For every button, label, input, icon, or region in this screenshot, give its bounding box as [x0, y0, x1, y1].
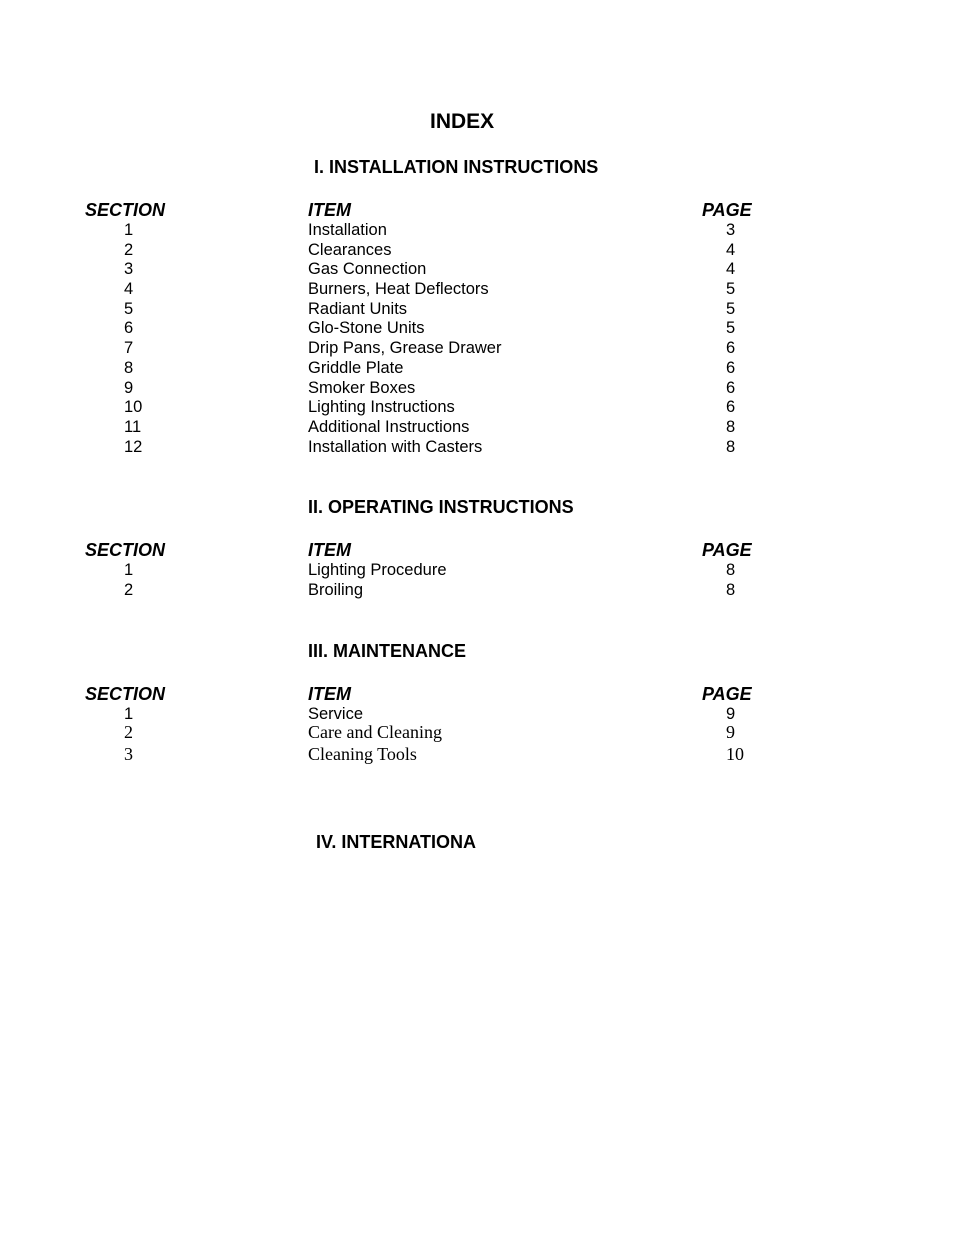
row-page-number: 6: [726, 359, 736, 377]
row-page-number: 5: [726, 280, 736, 298]
row-page-number: 3: [726, 221, 736, 239]
row-section-number: 2: [124, 722, 133, 742]
section-heading-maintenance: III. MAINTENANCE: [308, 641, 467, 661]
row-section-number: 10: [124, 398, 143, 416]
section-heading-international: IV. INTERNATIONA: [316, 832, 477, 852]
column-header-item: ITEM: [308, 540, 351, 560]
row-item-label: Glo-Stone Units: [308, 319, 425, 337]
row-section-number: 2: [124, 581, 134, 599]
row-page-number: 5: [726, 319, 736, 337]
row-section-number: 3: [124, 744, 133, 764]
column-header-item: ITEM: [308, 684, 351, 704]
row-item-label: Additional Instructions: [308, 418, 470, 436]
section-heading-operating: II. OPERATING INSTRUCTIONS: [308, 497, 574, 517]
column-header-page: PAGE: [702, 684, 752, 704]
row-item-label: Griddle Plate: [308, 359, 404, 377]
row-section-number: 8: [124, 359, 134, 377]
row-section-number: 12: [124, 438, 143, 456]
row-page-number: 6: [726, 339, 736, 357]
row-page-number: 6: [726, 379, 736, 397]
row-item-label: Smoker Boxes: [308, 379, 416, 397]
row-page-number: 5: [726, 300, 736, 318]
row-page-number: 9: [726, 722, 735, 742]
row-section-number: 1: [124, 221, 134, 239]
row-section-number: 4: [124, 280, 134, 298]
row-section-number: 11: [124, 418, 142, 436]
row-item-label: Lighting Instructions: [308, 398, 455, 416]
column-header-page: PAGE: [702, 200, 752, 220]
row-item-label: Burners, Heat Deflectors: [308, 280, 489, 298]
column-header-section: SECTION: [85, 540, 166, 560]
row-item-label: Gas Connection: [308, 260, 427, 278]
row-page-number: 4: [726, 260, 736, 278]
row-item-label: Drip Pans, Grease Drawer: [308, 339, 502, 357]
column-header-section: SECTION: [85, 684, 166, 704]
row-item-label: Cleaning Tools: [308, 744, 417, 764]
row-item-label: Clearances: [308, 241, 392, 259]
column-header-item: ITEM: [308, 200, 351, 220]
row-section-number: 1: [124, 561, 134, 579]
row-section-number: 9: [124, 379, 134, 397]
row-section-number: 3: [124, 260, 134, 278]
page-title: INDEX: [430, 110, 495, 133]
row-section-number: 1: [124, 705, 134, 723]
row-item-label: Radiant Units: [308, 300, 408, 318]
row-page-number: 9: [726, 705, 736, 723]
row-page-number: 6: [726, 398, 736, 416]
row-item-label: Installation with Casters: [308, 438, 483, 456]
row-page-number: 10: [726, 744, 744, 764]
row-section-number: 2: [124, 241, 134, 259]
row-item-label: Care and Cleaning: [308, 722, 442, 742]
column-header-page: PAGE: [702, 540, 752, 560]
row-item-label: Service: [308, 705, 364, 723]
row-page-number: 8: [726, 561, 736, 579]
row-section-number: 5: [124, 300, 134, 318]
row-item-label: Lighting Procedure: [308, 561, 447, 579]
row-section-number: 6: [124, 319, 134, 337]
section-heading-installation: I. INSTALLATION INSTRUCTIONS: [314, 157, 599, 177]
row-page-number: 8: [726, 418, 736, 436]
row-item-label: Broiling: [308, 581, 364, 599]
column-header-section: SECTION: [85, 200, 166, 220]
row-item-label: Installation: [308, 221, 387, 239]
row-page-number: 4: [726, 241, 736, 259]
row-page-number: 8: [726, 438, 736, 456]
row-section-number: 7: [124, 339, 134, 357]
row-page-number: 8: [726, 581, 736, 599]
